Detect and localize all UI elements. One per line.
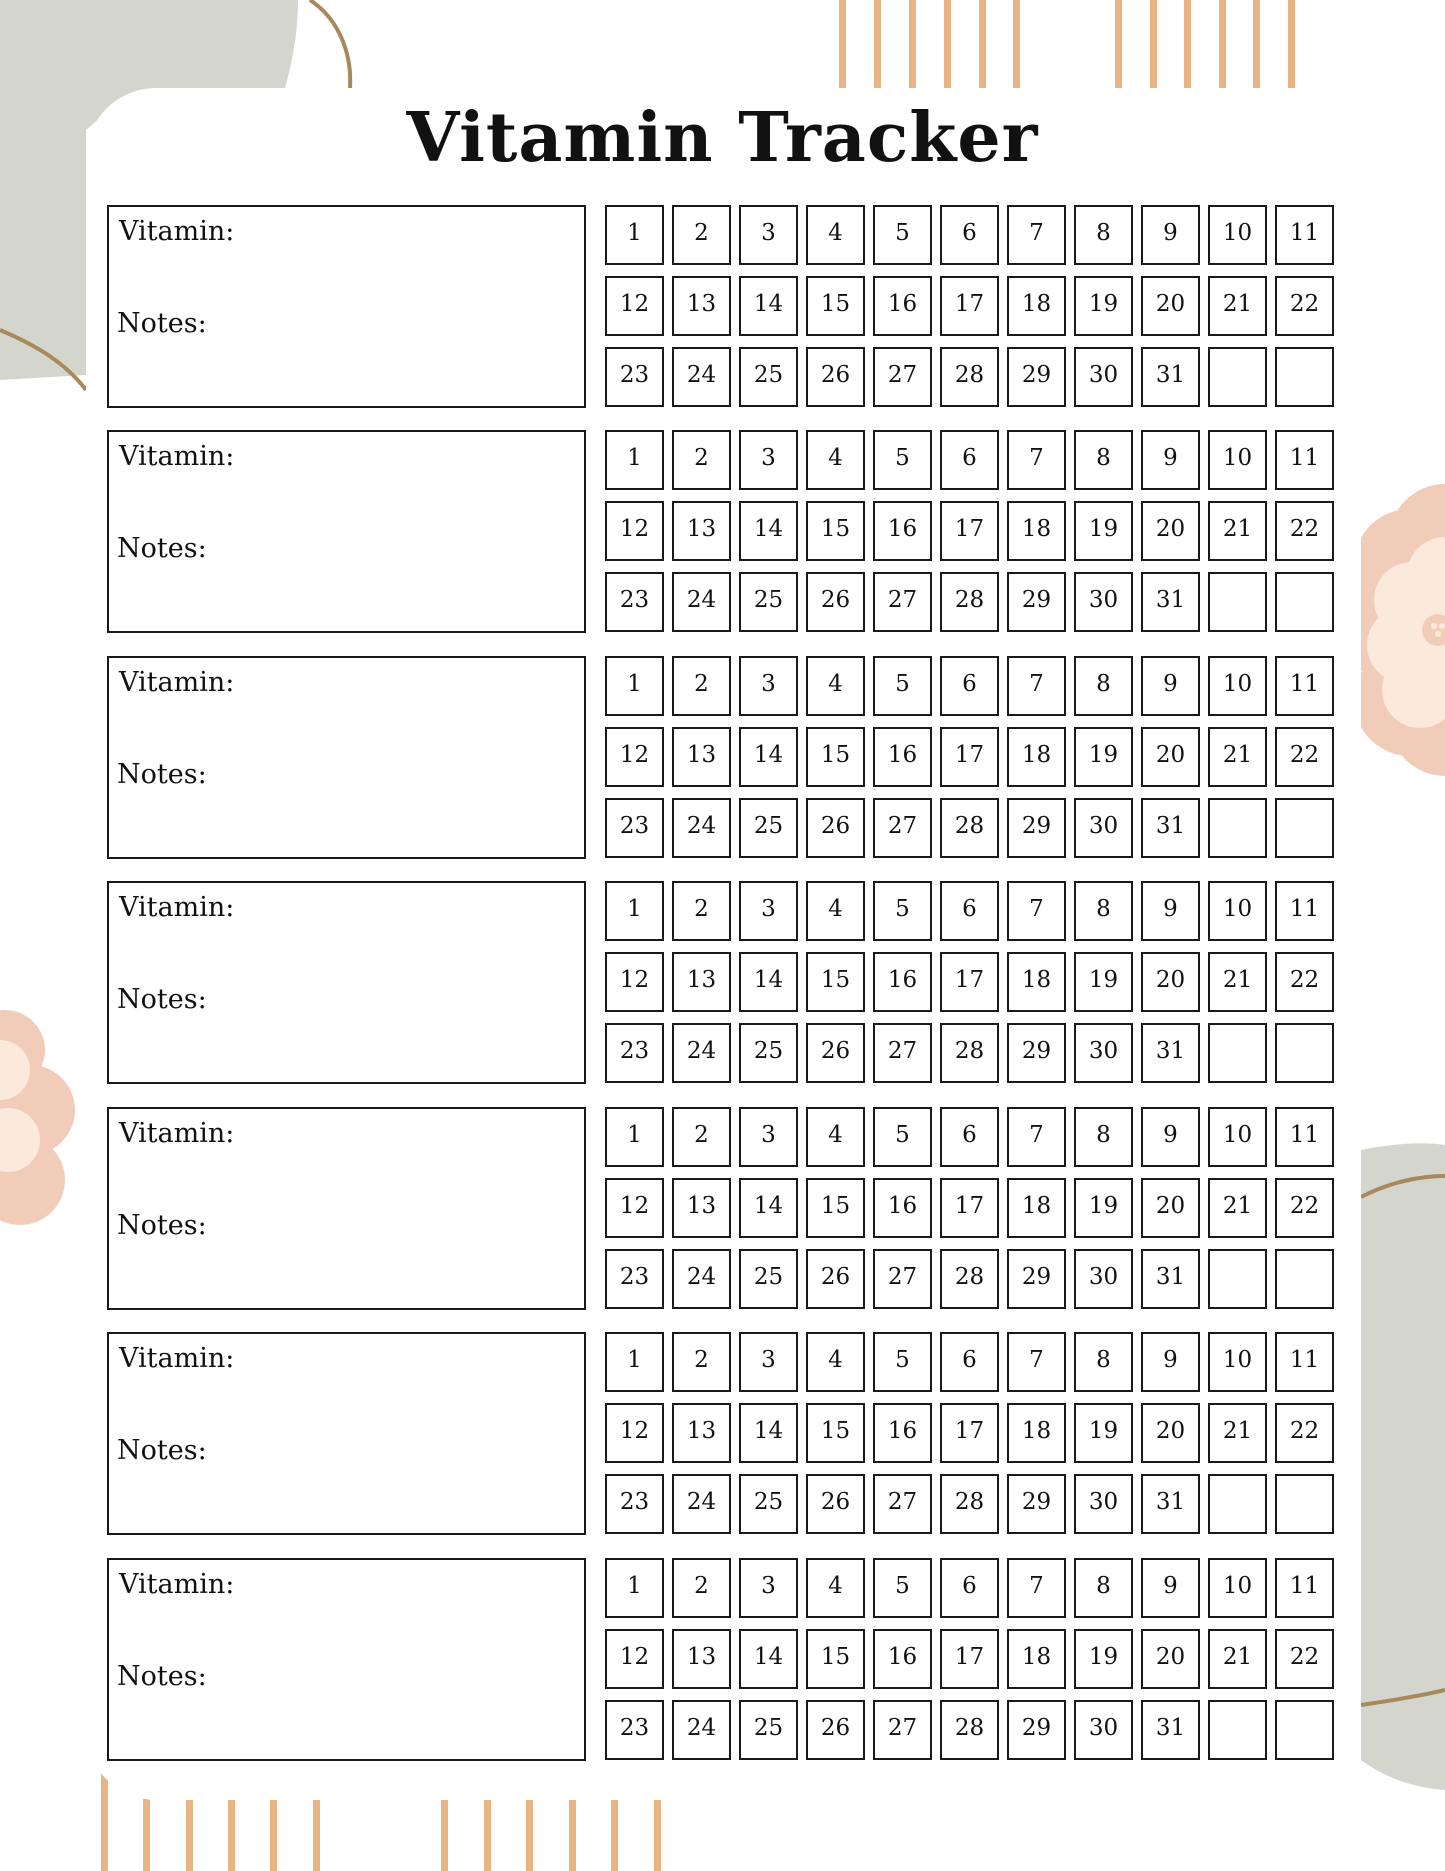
day-checkbox[interactable]: 28 <box>940 572 999 632</box>
day-checkbox[interactable]: 26 <box>806 1249 865 1309</box>
day-checkbox[interactable]: 21 <box>1208 1403 1267 1463</box>
day-checkbox[interactable]: 2 <box>672 656 731 716</box>
vitamin-block <box>107 656 1337 861</box>
day-checkbox[interactable]: 26 <box>806 798 865 858</box>
day-checkbox[interactable]: 30 <box>1074 572 1133 632</box>
day-checkbox[interactable]: 31 <box>1141 572 1200 632</box>
vitamin-label: Vitamin: <box>119 1569 235 1600</box>
day-checkbox[interactable]: 26 <box>806 1700 865 1760</box>
day-checkbox[interactable]: 2 <box>672 881 731 941</box>
day-checkbox[interactable]: 30 <box>1074 1249 1133 1309</box>
day-checkbox[interactable]: 4 <box>806 1558 865 1618</box>
day-checkbox[interactable]: 22 <box>1275 276 1334 336</box>
day-checkbox[interactable]: 17 <box>940 952 999 1012</box>
day-checkbox[interactable]: 28 <box>940 347 999 407</box>
day-checkbox[interactable]: 28 <box>940 1474 999 1534</box>
day-checkbox[interactable]: 25 <box>739 1474 798 1534</box>
day-checkbox[interactable]: 10 <box>1208 205 1267 265</box>
vitamin-label: Vitamin: <box>119 1118 235 1149</box>
day-checkbox[interactable]: 15 <box>806 727 865 787</box>
day-checkbox[interactable]: 9 <box>1141 205 1200 265</box>
day-checkbox[interactable]: 24 <box>672 347 731 407</box>
day-checkbox[interactable]: 1 <box>605 430 664 490</box>
day-checkbox[interactable]: 10 <box>1208 430 1267 490</box>
empty-checkbox[interactable] <box>1208 1700 1267 1760</box>
day-checkbox[interactable]: 11 <box>1275 656 1334 716</box>
vitamin-block <box>107 1558 1337 1763</box>
day-checkbox[interactable]: 16 <box>873 501 932 561</box>
day-checkbox[interactable]: 27 <box>873 1023 932 1083</box>
day-checkbox[interactable]: 16 <box>873 727 932 787</box>
day-checkbox[interactable]: 3 <box>739 881 798 941</box>
empty-checkbox[interactable] <box>1275 1023 1334 1083</box>
day-checkbox[interactable]: 26 <box>806 572 865 632</box>
vitamin-info-box[interactable] <box>107 1107 586 1310</box>
day-checkbox[interactable]: 8 <box>1074 205 1133 265</box>
day-checkbox[interactable]: 5 <box>873 1332 932 1392</box>
vitamin-block <box>107 881 1337 1086</box>
day-checkbox[interactable]: 18 <box>1007 1178 1066 1238</box>
day-checkbox[interactable]: 25 <box>739 347 798 407</box>
day-checkbox[interactable]: 5 <box>873 1558 932 1618</box>
day-checkbox[interactable]: 18 <box>1007 727 1066 787</box>
day-checkbox[interactable]: 18 <box>1007 501 1066 561</box>
empty-checkbox[interactable] <box>1275 572 1334 632</box>
day-checkbox[interactable]: 5 <box>873 1107 932 1167</box>
day-checkbox[interactable]: 7 <box>1007 1558 1066 1618</box>
vitamin-info-box[interactable] <box>107 656 586 859</box>
day-checkbox[interactable]: 15 <box>806 952 865 1012</box>
day-checkbox[interactable]: 13 <box>672 1403 731 1463</box>
day-checkbox[interactable]: 7 <box>1007 430 1066 490</box>
day-checkbox[interactable]: 20 <box>1141 276 1200 336</box>
day-checkbox[interactable]: 10 <box>1208 1558 1267 1618</box>
flower-left <box>0 1010 75 1225</box>
empty-checkbox[interactable] <box>1275 1474 1334 1534</box>
day-checkbox[interactable]: 22 <box>1275 1629 1334 1689</box>
empty-checkbox[interactable] <box>1208 1023 1267 1083</box>
day-checkbox[interactable]: 15 <box>806 1629 865 1689</box>
day-checkbox[interactable]: 20 <box>1141 1403 1200 1463</box>
day-checkbox[interactable]: 8 <box>1074 1107 1133 1167</box>
notes-label: Notes: <box>117 533 207 564</box>
day-checkbox[interactable]: 8 <box>1074 430 1133 490</box>
day-checkbox[interactable]: 2 <box>672 1332 731 1392</box>
day-checkbox[interactable]: 30 <box>1074 798 1133 858</box>
day-checkbox[interactable]: 2 <box>672 205 731 265</box>
day-checkbox[interactable]: 21 <box>1208 952 1267 1012</box>
day-checkbox[interactable]: 21 <box>1208 276 1267 336</box>
day-checkbox[interactable]: 31 <box>1141 798 1200 858</box>
day-checkbox[interactable]: 23 <box>605 572 664 632</box>
day-checkbox[interactable]: 21 <box>1208 1629 1267 1689</box>
day-checkbox[interactable]: 14 <box>739 501 798 561</box>
empty-checkbox[interactable] <box>1275 1700 1334 1760</box>
day-checkbox[interactable]: 9 <box>1141 1332 1200 1392</box>
day-checkbox[interactable]: 14 <box>739 727 798 787</box>
day-checkbox[interactable]: 6 <box>940 430 999 490</box>
day-checkbox[interactable]: 22 <box>1275 1403 1334 1463</box>
day-checkbox[interactable]: 1 <box>605 205 664 265</box>
day-checkbox[interactable]: 23 <box>605 347 664 407</box>
day-checkbox[interactable]: 16 <box>873 1629 932 1689</box>
day-checkbox[interactable]: 27 <box>873 572 932 632</box>
day-checkbox[interactable]: 17 <box>940 1178 999 1238</box>
day-checkbox[interactable]: 31 <box>1141 1700 1200 1760</box>
day-checkbox[interactable]: 6 <box>940 205 999 265</box>
day-checkbox[interactable]: 4 <box>806 430 865 490</box>
vitamin-info-box[interactable] <box>107 1332 586 1535</box>
notes-label: Notes: <box>117 1661 207 1692</box>
day-checkbox[interactable]: 3 <box>739 1332 798 1392</box>
day-checkbox[interactable]: 22 <box>1275 1178 1334 1238</box>
day-checkbox[interactable]: 1 <box>605 1558 664 1618</box>
day-checkbox[interactable]: 18 <box>1007 1403 1066 1463</box>
day-checkbox[interactable]: 23 <box>605 798 664 858</box>
day-checkbox[interactable]: 21 <box>1208 1178 1267 1238</box>
day-checkbox[interactable]: 13 <box>672 276 731 336</box>
day-checkbox[interactable]: 13 <box>672 501 731 561</box>
day-checkbox[interactable]: 7 <box>1007 1107 1066 1167</box>
day-checkbox[interactable]: 9 <box>1141 656 1200 716</box>
day-checkbox[interactable]: 3 <box>739 205 798 265</box>
day-checkbox[interactable]: 1 <box>605 656 664 716</box>
day-checkbox[interactable]: 3 <box>739 656 798 716</box>
notes-label: Notes: <box>117 984 207 1015</box>
day-checkbox[interactable]: 20 <box>1141 1178 1200 1238</box>
day-checkbox[interactable]: 13 <box>672 952 731 1012</box>
day-checkbox[interactable]: 12 <box>605 1403 664 1463</box>
day-checkbox[interactable]: 29 <box>1007 1700 1066 1760</box>
day-checkbox[interactable]: 14 <box>739 1178 798 1238</box>
day-checkbox[interactable]: 11 <box>1275 1558 1334 1618</box>
day-checkbox[interactable]: 9 <box>1141 1107 1200 1167</box>
day-checkbox[interactable]: 6 <box>940 1558 999 1618</box>
day-checkbox[interactable]: 1 <box>605 881 664 941</box>
notes-label: Notes: <box>117 1435 207 1466</box>
day-checkbox[interactable]: 10 <box>1208 656 1267 716</box>
day-checkbox[interactable]: 19 <box>1074 1403 1133 1463</box>
day-checkbox[interactable]: 11 <box>1275 430 1334 490</box>
day-checkbox[interactable]: 30 <box>1074 1700 1133 1760</box>
day-checkbox[interactable]: 17 <box>940 501 999 561</box>
vitamin-block <box>107 1332 1337 1537</box>
day-checkbox[interactable]: 24 <box>672 572 731 632</box>
day-checkbox[interactable]: 19 <box>1074 727 1133 787</box>
day-checkbox[interactable]: 22 <box>1275 501 1334 561</box>
day-checkbox[interactable]: 23 <box>605 1023 664 1083</box>
day-checkbox[interactable]: 12 <box>605 952 664 1012</box>
day-checkbox[interactable]: 7 <box>1007 656 1066 716</box>
day-checkbox[interactable]: 9 <box>1141 881 1200 941</box>
day-checkbox[interactable]: 20 <box>1141 952 1200 1012</box>
day-checkbox[interactable]: 27 <box>873 1249 932 1309</box>
day-checkbox[interactable]: 28 <box>940 798 999 858</box>
vitamin-info-box[interactable] <box>107 430 586 633</box>
notes-label: Notes: <box>117 308 207 339</box>
day-checkbox[interactable]: 14 <box>739 952 798 1012</box>
vitamin-label: Vitamin: <box>119 667 235 698</box>
vitamin-block <box>107 205 1337 410</box>
day-checkbox[interactable]: 2 <box>672 1558 731 1618</box>
day-checkbox[interactable]: 8 <box>1074 1332 1133 1392</box>
empty-checkbox[interactable] <box>1275 1249 1334 1309</box>
day-checkbox[interactable]: 11 <box>1275 1107 1334 1167</box>
day-checkbox[interactable]: 22 <box>1275 727 1334 787</box>
day-checkbox[interactable]: 14 <box>739 276 798 336</box>
day-checkbox[interactable]: 24 <box>672 1474 731 1534</box>
day-checkbox[interactable]: 27 <box>873 1700 932 1760</box>
empty-checkbox[interactable] <box>1208 1474 1267 1534</box>
day-checkbox[interactable]: 5 <box>873 430 932 490</box>
day-checkbox[interactable]: 25 <box>739 572 798 632</box>
day-checkbox[interactable]: 16 <box>873 952 932 1012</box>
day-checkbox[interactable]: 16 <box>873 276 932 336</box>
empty-checkbox[interactable] <box>1208 1249 1267 1309</box>
day-checkbox[interactable]: 10 <box>1208 881 1267 941</box>
day-checkbox[interactable]: 30 <box>1074 347 1133 407</box>
day-checkbox[interactable]: 4 <box>806 1332 865 1392</box>
day-checkbox[interactable]: 13 <box>672 727 731 787</box>
day-checkbox[interactable]: 7 <box>1007 881 1066 941</box>
day-checkbox[interactable]: 7 <box>1007 1332 1066 1392</box>
vitamin-block <box>107 430 1337 635</box>
day-checkbox[interactable]: 30 <box>1074 1023 1133 1083</box>
day-checkbox[interactable]: 19 <box>1074 1178 1133 1238</box>
notes-label: Notes: <box>117 759 207 790</box>
day-checkbox[interactable]: 17 <box>940 1629 999 1689</box>
vitamin-info-box[interactable] <box>107 1558 586 1761</box>
day-checkbox[interactable]: 29 <box>1007 1249 1066 1309</box>
day-checkbox[interactable]: 27 <box>873 347 932 407</box>
day-checkbox[interactable]: 23 <box>605 1474 664 1534</box>
day-checkbox[interactable]: 17 <box>940 276 999 336</box>
day-checkbox[interactable]: 20 <box>1141 727 1200 787</box>
day-checkbox[interactable]: 3 <box>739 1558 798 1618</box>
day-checkbox[interactable]: 29 <box>1007 1023 1066 1083</box>
day-checkbox[interactable]: 13 <box>672 1178 731 1238</box>
day-checkbox[interactable]: 14 <box>739 1629 798 1689</box>
vitamin-info-box[interactable] <box>107 205 586 408</box>
day-checkbox[interactable]: 12 <box>605 727 664 787</box>
empty-checkbox[interactable] <box>1208 798 1267 858</box>
day-checkbox[interactable]: 24 <box>672 1700 731 1760</box>
day-checkbox[interactable]: 31 <box>1141 1474 1200 1534</box>
day-checkbox[interactable]: 2 <box>672 1107 731 1167</box>
day-checkbox[interactable]: 27 <box>873 1474 932 1534</box>
day-checkbox[interactable]: 6 <box>940 1107 999 1167</box>
day-checkbox[interactable]: 25 <box>739 798 798 858</box>
day-checkbox[interactable]: 1 <box>605 1332 664 1392</box>
day-checkbox[interactable]: 19 <box>1074 1629 1133 1689</box>
day-checkbox[interactable]: 15 <box>806 276 865 336</box>
day-checkbox[interactable]: 31 <box>1141 1249 1200 1309</box>
day-checkbox[interactable]: 6 <box>940 1332 999 1392</box>
day-checkbox[interactable]: 25 <box>739 1700 798 1760</box>
day-checkbox[interactable]: 28 <box>940 1023 999 1083</box>
day-checkbox[interactable]: 5 <box>873 205 932 265</box>
day-checkbox[interactable]: 20 <box>1141 1629 1200 1689</box>
page-title: Vitamin Tracker <box>406 98 1039 178</box>
vitamin-info-box[interactable] <box>107 881 586 1084</box>
day-checkbox[interactable]: 26 <box>806 1474 865 1534</box>
day-checkbox[interactable]: 15 <box>806 501 865 561</box>
day-checkbox[interactable]: 4 <box>806 881 865 941</box>
day-checkbox[interactable]: 1 <box>605 1107 664 1167</box>
empty-checkbox[interactable] <box>1275 798 1334 858</box>
day-checkbox[interactable]: 18 <box>1007 952 1066 1012</box>
day-checkbox[interactable]: 7 <box>1007 205 1066 265</box>
day-checkbox[interactable]: 21 <box>1208 727 1267 787</box>
day-checkbox[interactable]: 29 <box>1007 572 1066 632</box>
empty-checkbox[interactable] <box>1208 347 1267 407</box>
day-checkbox[interactable]: 10 <box>1208 1107 1267 1167</box>
day-checkbox[interactable]: 31 <box>1141 1023 1200 1083</box>
day-checkbox[interactable]: 3 <box>739 1107 798 1167</box>
vitamin-label: Vitamin: <box>119 1343 235 1374</box>
day-checkbox[interactable]: 10 <box>1208 1332 1267 1392</box>
empty-checkbox[interactable] <box>1208 572 1267 632</box>
day-checkbox[interactable]: 28 <box>940 1249 999 1309</box>
day-checkbox[interactable]: 5 <box>873 881 932 941</box>
day-checkbox[interactable]: 24 <box>672 1023 731 1083</box>
day-checkbox[interactable]: 18 <box>1007 276 1066 336</box>
empty-checkbox[interactable] <box>1275 347 1334 407</box>
day-checkbox[interactable]: 9 <box>1141 430 1200 490</box>
day-checkbox[interactable]: 16 <box>873 1178 932 1238</box>
gold-arc-top-left <box>310 0 350 88</box>
day-checkbox[interactable]: 12 <box>605 501 664 561</box>
day-checkbox[interactable]: 18 <box>1007 1629 1066 1689</box>
day-checkbox[interactable]: 25 <box>739 1249 798 1309</box>
day-checkbox[interactable]: 12 <box>605 276 664 336</box>
day-checkbox[interactable]: 24 <box>672 1249 731 1309</box>
day-checkbox[interactable]: 17 <box>940 727 999 787</box>
day-checkbox[interactable]: 21 <box>1208 501 1267 561</box>
day-checkbox[interactable]: 17 <box>940 1403 999 1463</box>
vitamin-label: Vitamin: <box>119 216 235 247</box>
day-checkbox[interactable]: 23 <box>605 1700 664 1760</box>
day-checkbox[interactable]: 11 <box>1275 881 1334 941</box>
day-checkbox[interactable]: 15 <box>806 1178 865 1238</box>
day-checkbox[interactable]: 22 <box>1275 952 1334 1012</box>
day-checkbox[interactable]: 12 <box>605 1629 664 1689</box>
day-checkbox[interactable]: 15 <box>806 1403 865 1463</box>
stripes-top <box>839 0 1295 88</box>
day-checkbox[interactable]: 8 <box>1074 1558 1133 1618</box>
day-checkbox[interactable]: 31 <box>1141 347 1200 407</box>
day-checkbox[interactable]: 2 <box>672 430 731 490</box>
day-checkbox[interactable]: 14 <box>739 1403 798 1463</box>
day-checkbox[interactable]: 6 <box>940 656 999 716</box>
day-checkbox[interactable]: 20 <box>1141 501 1200 561</box>
day-checkbox[interactable]: 27 <box>873 798 932 858</box>
day-checkbox[interactable]: 9 <box>1141 1558 1200 1618</box>
day-checkbox[interactable]: 5 <box>873 656 932 716</box>
day-checkbox[interactable]: 16 <box>873 1403 932 1463</box>
day-checkbox[interactable]: 13 <box>672 1629 731 1689</box>
day-checkbox[interactable]: 25 <box>739 1023 798 1083</box>
day-checkbox[interactable]: 11 <box>1275 1332 1334 1392</box>
day-checkbox[interactable]: 4 <box>806 1107 865 1167</box>
day-checkbox[interactable]: 26 <box>806 347 865 407</box>
day-checkbox[interactable]: 29 <box>1007 347 1066 407</box>
day-checkbox[interactable]: 26 <box>806 1023 865 1083</box>
vitamin-label: Vitamin: <box>119 892 235 923</box>
day-checkbox[interactable]: 19 <box>1074 276 1133 336</box>
day-checkbox[interactable]: 4 <box>806 656 865 716</box>
day-checkbox[interactable]: 8 <box>1074 656 1133 716</box>
day-checkbox[interactable]: 19 <box>1074 501 1133 561</box>
day-checkbox[interactable]: 30 <box>1074 1474 1133 1534</box>
day-checkbox[interactable]: 11 <box>1275 205 1334 265</box>
day-checkbox[interactable]: 4 <box>806 205 865 265</box>
vitamin-block <box>107 1107 1337 1312</box>
vitamin-label: Vitamin: <box>119 441 235 472</box>
notes-label: Notes: <box>117 1210 207 1241</box>
day-checkbox[interactable]: 12 <box>605 1178 664 1238</box>
day-checkbox[interactable]: 24 <box>672 798 731 858</box>
day-checkbox[interactable]: 8 <box>1074 881 1133 941</box>
day-checkbox[interactable]: 23 <box>605 1249 664 1309</box>
day-checkbox[interactable]: 3 <box>739 430 798 490</box>
day-checkbox[interactable]: 28 <box>940 1700 999 1760</box>
day-checkbox[interactable]: 29 <box>1007 798 1066 858</box>
day-checkbox[interactable]: 6 <box>940 881 999 941</box>
day-checkbox[interactable]: 29 <box>1007 1474 1066 1534</box>
day-checkbox[interactable]: 19 <box>1074 952 1133 1012</box>
